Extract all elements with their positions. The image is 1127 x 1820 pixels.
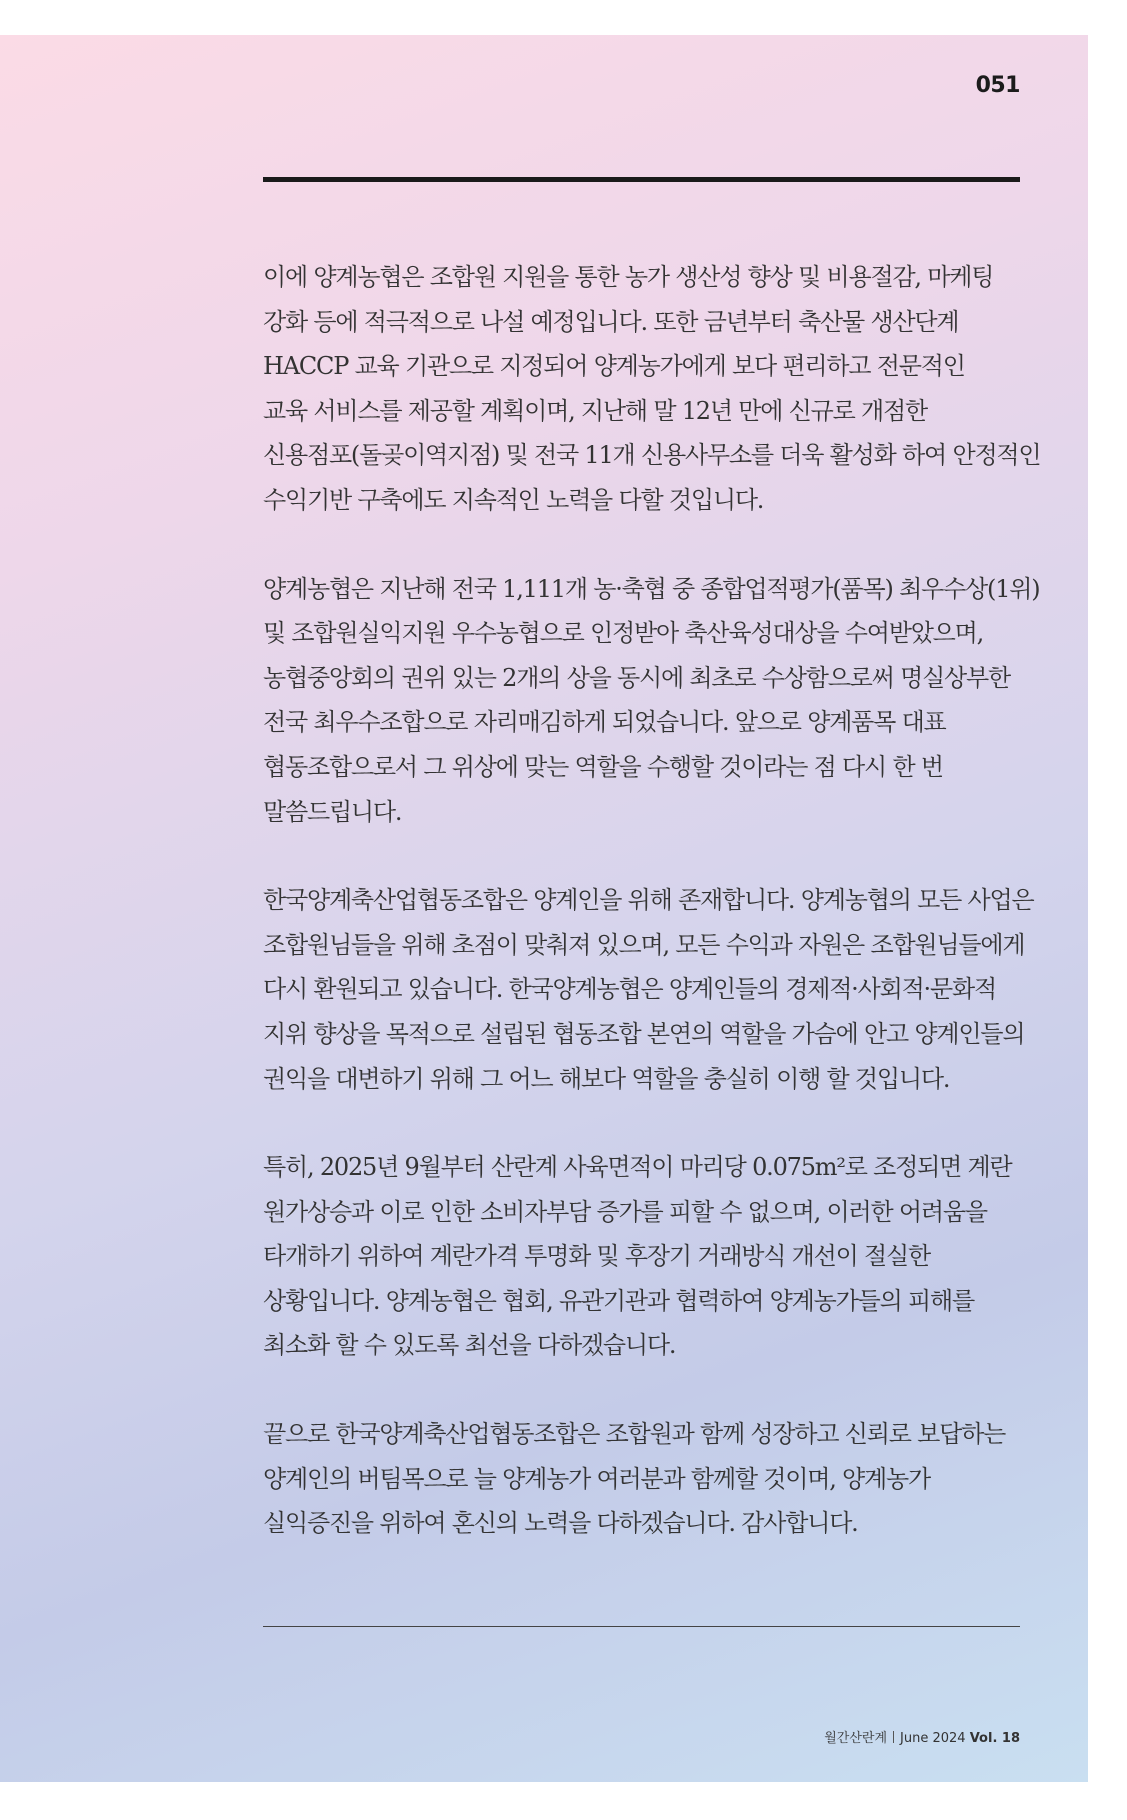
footer-volume: Vol. 18 — [969, 1731, 1020, 1746]
footer-issue: June 2024 — [900, 1731, 966, 1746]
paragraph-line: 강화 등에 적극적으로 나설 예정입니다. 또한 금년부터 축산물 생산단계 — [263, 307, 959, 336]
top-divider — [263, 177, 1020, 182]
paragraph-line: 최소화 할 수 있도록 최선을 다하겠습니다. — [263, 1331, 676, 1360]
paragraph-line: HACCP 교육 기관으로 지정되어 양계농가에게 보다 편리하고 전문적인 — [263, 352, 965, 381]
paragraph-line: 신용점포(돌곶이역지점) 및 전국 11개 신용사무소를 더욱 활성화 하여 안정적인 — [263, 441, 1041, 470]
paragraph-line: 교육 서비스를 제공할 계획이며, 지난해 말 12년 만에 신규로 개점한 — [263, 396, 928, 425]
paragraph-line: 특히, 2025년 9월부터 산란계 사육면적이 마리당 0.075m²로 조정되면 계란 — [263, 1153, 1012, 1182]
article-paragraph — [263, 255, 1041, 523]
paragraph-line: 권익을 대변하기 위해 그 어느 해보다 역할을 충실히 이행 할 것입니다. — [263, 1064, 950, 1093]
paragraph-line: 한국양계축산업협동조합은 양계인을 위해 존재합니다. 양계농협의 모든 사업은 — [263, 886, 1034, 915]
paragraph-line: 말씀드립니다. — [263, 797, 402, 826]
paragraph-line: 타개하기 위하여 계란가격 투명화 및 후장기 거래방식 개선이 절실한 — [263, 1242, 930, 1271]
paragraph-line: 조합원님들을 위해 초점이 맞춰져 있으며, 모든 수익과 자원은 조합원님들에게 — [263, 930, 1025, 959]
paragraph-line: 지위 향상을 목적으로 설립된 협동조합 본연의 역할을 가슴에 안고 양계인들의 — [263, 1019, 1025, 1048]
page-footer — [700, 1727, 1020, 1746]
magazine-page — [0, 35, 1088, 1782]
paragraph-line: 농협중앙회의 권위 있는 2개의 상을 동시에 최초로 수상함으로써 명실상부한 — [263, 663, 1011, 692]
page-number: 051 — [975, 73, 1020, 98]
article-paragraph — [263, 878, 1033, 1101]
article-paragraph — [263, 1412, 1033, 1546]
footer-separator — [893, 1731, 894, 1743]
paragraph-line: 상황입니다. 양계농협은 협회, 유관기관과 협력하여 양계농가들의 피해를 — [263, 1286, 974, 1315]
paragraph-line: 실익증진을 위하여 혼신의 노력을 다하겠습니다. 감사합니다. — [263, 1509, 858, 1538]
article-body — [263, 255, 1041, 1590]
paragraph-line: 협동조합으로서 그 위상에 맞는 역할을 수행할 것이라는 점 다시 한 번 — [263, 752, 943, 781]
paragraph-line: 원가상승과 이로 인한 소비자부담 증가를 피할 수 없으며, 이러한 어려움을 — [263, 1197, 987, 1226]
footer-magazine-name: 월간산란계 — [824, 1731, 888, 1746]
paragraph-line: 양계농협은 지난해 전국 1,111개 농·축협 중 종합업적평가(품목) 최우수상(1위) — [263, 574, 1040, 603]
paragraph-line: 전국 최우수조합으로 자리매김하게 되었습니다. 앞으로 양계품목 대표 — [263, 708, 946, 737]
paragraph-line: 끝으로 한국양계축산업협동조합은 조합원과 함께 성장하고 신뢰로 보답하는 — [263, 1420, 1006, 1449]
paragraph-line: 수익기반 구축에도 지속적인 노력을 다할 것입니다. — [263, 485, 764, 514]
paragraph-line: 및 조합원실익지원 우수농협으로 인정받아 축산육성대상을 수여받았으며, — [263, 619, 984, 648]
bottom-divider — [263, 1626, 1020, 1627]
article-paragraph — [263, 1145, 1033, 1368]
paragraph-line: 양계인의 버팀목으로 늘 양계농가 여러분과 함께할 것이며, 양계농가 — [263, 1464, 930, 1493]
paragraph-line: 다시 환원되고 있습니다. 한국양계농협은 양계인들의 경제적·사회적·문화적 — [263, 975, 996, 1004]
paragraph-line: 이에 양계농협은 조합원 지원을 통한 농가 생산성 향상 및 비용절감, 마케팅 — [263, 263, 994, 291]
article-paragraph — [263, 567, 1040, 835]
